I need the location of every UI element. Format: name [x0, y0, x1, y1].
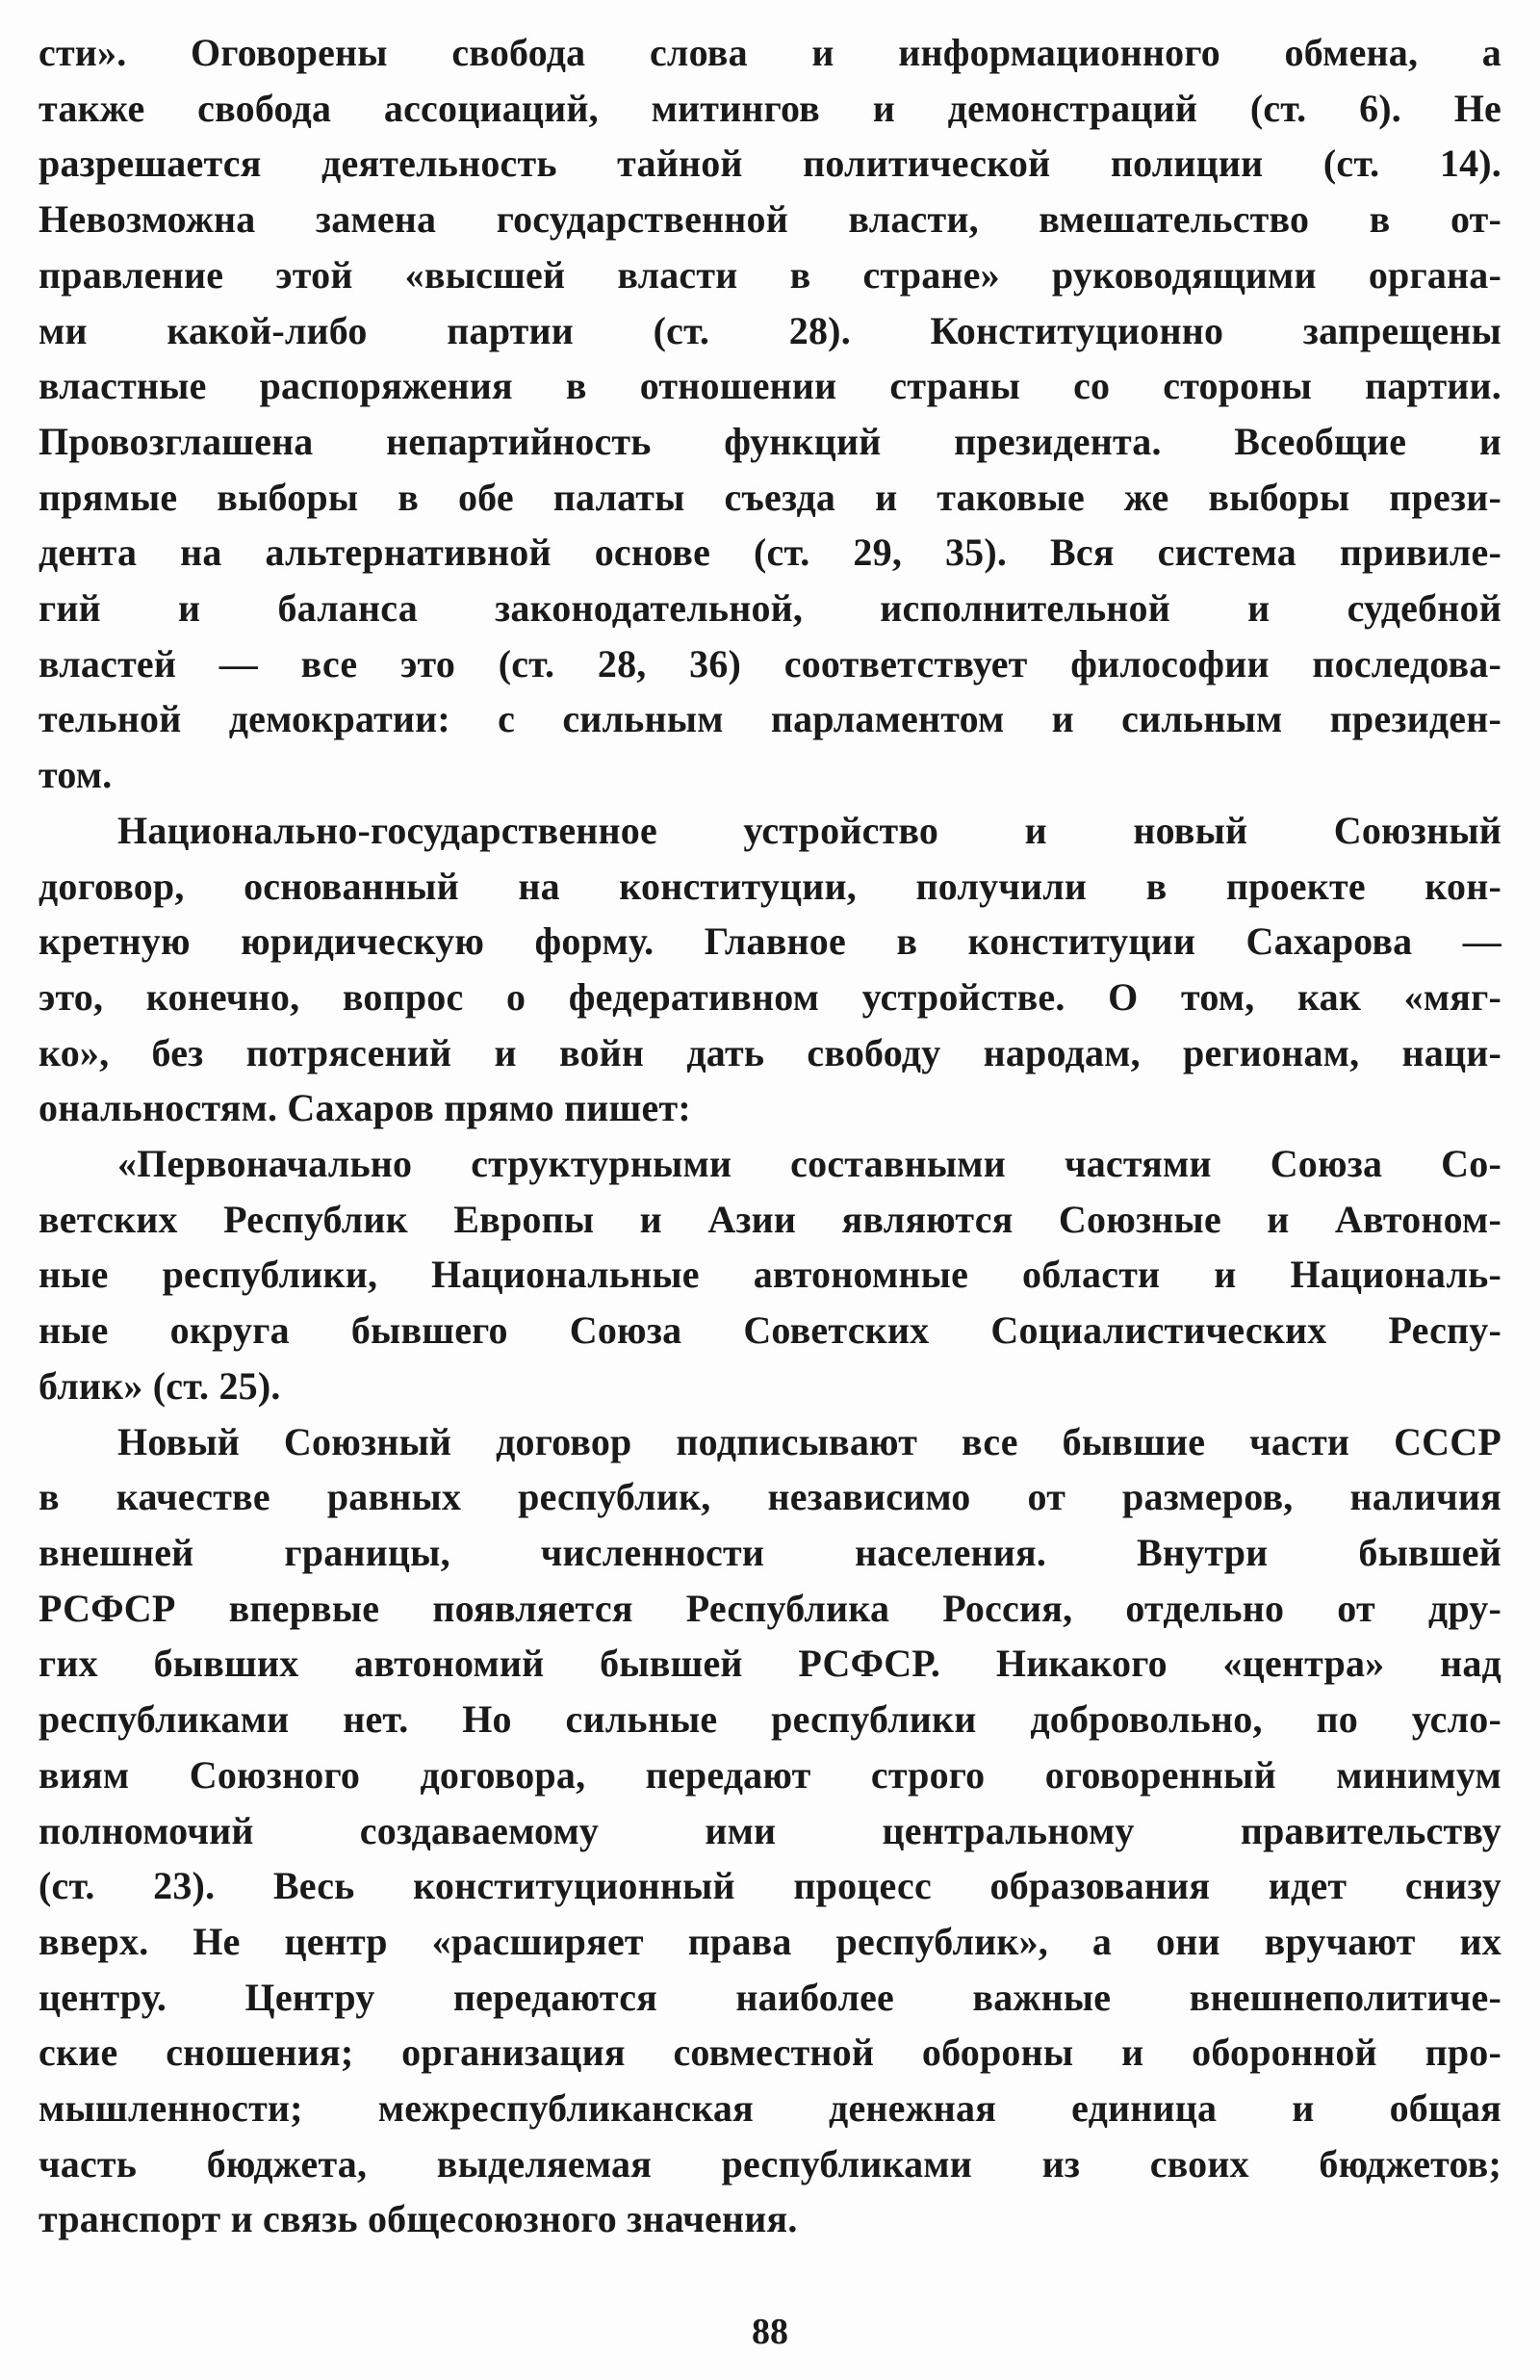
- text-line: ные округа бывшего Союза Советских Социалистических Респу-: [38, 1308, 1502, 1353]
- page-body: [38, 25, 1502, 2247]
- text-line: центру. Центру передаются наиболее важные внешнеполитиче-: [38, 1975, 1502, 2019]
- text-line: тельной демократии: с сильным парламентом и сильным президен-: [38, 697, 1502, 741]
- text-line: республиками нет. Но сильные республики добровольно, по усло-: [38, 1697, 1502, 1742]
- text-line: властные распоряжения в отношении страны со стороны партии.: [38, 364, 1502, 408]
- text-line: РСФСР впервые появляется Республика Россия, отдельно от дру-: [38, 1586, 1502, 1630]
- text-line: Провозглашена непартийность функций президента. Всеобщие и: [38, 419, 1502, 463]
- text-line: сти». Оговорены свобода слова и информационного обмена, а: [38, 31, 1502, 74]
- text-line: гих бывших автономий бывшей РСФСР. Никакого «центра» над: [38, 1642, 1502, 1686]
- text-line: мышленности; межреспубликанская денежная единица и общая: [38, 2086, 1502, 2131]
- text-line: ко», без потрясений и войн дать свободу народам, регионам, наци-: [38, 1030, 1502, 1074]
- text-line: внешней границы, численности населения. Внутри бывшей: [38, 1530, 1502, 1574]
- text-line: властей — все это (ст. 28, 36) соответствует философии последова-: [38, 641, 1502, 686]
- text-line: ветских Республик Европы и Азии являются Союзные и Автоном-: [38, 1197, 1502, 1241]
- text-line: Национально-государственное устройство и новый Союзный: [117, 808, 1502, 852]
- text-line: кретную юридическую форму. Главное в конституции Сахарова —: [38, 919, 1502, 964]
- text-line: также свобода ассоциаций, митингов и демонстраций (ст. 6). Не: [38, 86, 1502, 130]
- text-line: ональностям. Сахаров прямо пишет:: [38, 1086, 691, 1130]
- text-line: часть бюджета, выделяемая республиками из своих бюджетов;: [38, 2141, 1502, 2186]
- text-line: полномочий создаваемому ими центральному правительству: [38, 1808, 1502, 1852]
- text-line: в качестве равных республик, независимо от размеров, наличия: [38, 1475, 1502, 1519]
- text-line: ные республики, Национальные автономные области и Националь-: [38, 1253, 1502, 1297]
- text-line: договор, основанный на конституции, получили в проекте кон-: [38, 864, 1502, 908]
- text-line: «Первоначально структурными составными частями Союза Со-: [117, 1142, 1502, 1186]
- text-line: дента на альтернативной основе (ст. 29, 35). Вся система привиле-: [38, 530, 1502, 575]
- text-line: гий и баланса законодательной, исполнительной и судебной: [38, 586, 1502, 631]
- text-line: Невозможна замена государственной власти, вмешательство в от-: [38, 197, 1502, 242]
- text-line: вверх. Не центр «расширяет права республик», а они вручают их: [38, 1919, 1502, 1963]
- text-line: блик» (ст. 25).: [38, 1363, 281, 1408]
- text-line: том.: [38, 753, 113, 797]
- text-line: (ст. 23). Весь конституционный процесс образования идет снизу: [38, 1864, 1502, 1908]
- quote-paragraph: [38, 1136, 1502, 1414]
- text-line: это, конечно, вопрос о федеративном устройстве. О том, как «мяг-: [38, 974, 1502, 1019]
- text-line: виям Союзного договора, передают строго оговоренный минимум: [38, 1752, 1502, 1797]
- text-line: разрешается деятельность тайной политической полиции (ст. 14).: [38, 142, 1502, 186]
- text-line: ские сношения; организация совместной обороны и оборонной про-: [38, 2031, 1502, 2075]
- text-line: прямые выборы в обе палаты съезда и таковые же выборы прези-: [38, 475, 1502, 519]
- text-line: правление этой «высшей власти в стране» руководящими органа-: [38, 252, 1502, 297]
- paragraph-1: [38, 25, 1502, 803]
- text-line: ми какой-либо партии (ст. 28). Конституционно запрещены: [38, 308, 1502, 352]
- page-number: 88: [752, 2312, 788, 2352]
- paragraph-2: [38, 803, 1502, 1136]
- text-line: Новый Союзный договор подписывают все бывшие части СССР: [117, 1419, 1502, 1463]
- paragraph-4: [38, 1414, 1502, 2248]
- text-line: транспорт и связь общесоюзного значения.: [38, 2197, 798, 2241]
